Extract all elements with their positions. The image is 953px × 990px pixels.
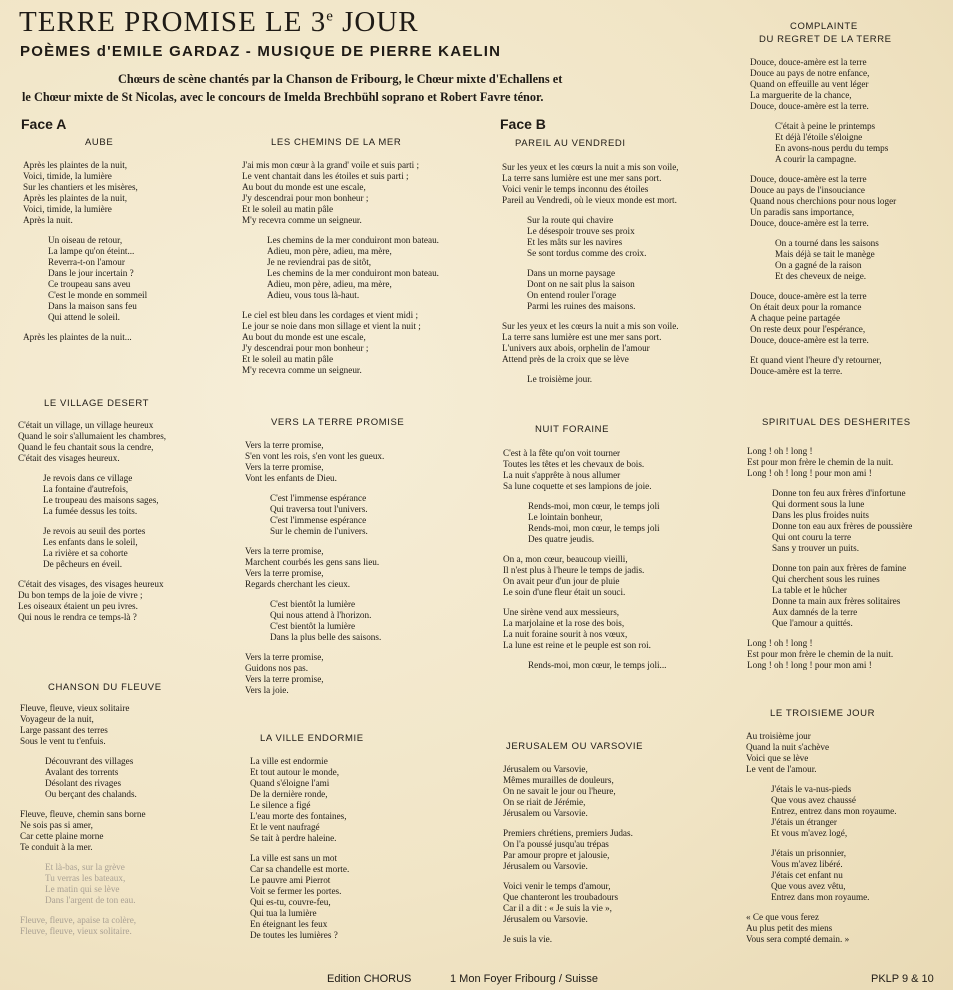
verse-line: C'était des visages heureux. — [18, 453, 120, 463]
stanza — [747, 446, 912, 479]
verse-line: Douce, douce-amère est la terre — [750, 57, 867, 67]
verse-line: Dans le jour incertain ? — [48, 268, 134, 278]
verse-line: La lampe qu'on éteint... — [48, 246, 135, 256]
verse-line: C'était à peine le printemps — [775, 121, 876, 131]
verse-line: Vers la terre promise, — [245, 568, 324, 578]
verse-line: Quand on effeuille au vent léger — [750, 79, 869, 89]
verse-line: Donne ta main aux frères solitaires — [772, 596, 901, 606]
verse-line: Dans la maison sans feu — [48, 301, 137, 311]
verse-line: Je revois dans ce village — [43, 473, 133, 483]
verse-line: Le matin qui se lève — [45, 884, 120, 894]
verse-line: Vont les enfants de Dieu. — [245, 473, 337, 483]
verse-line: Adieu, vous tous là-haut. — [267, 290, 360, 300]
verse-line: On a, mon cœur, beaucoup vieilli, — [503, 554, 628, 564]
verse-line: La nuit s'apprête à nous allumer — [503, 470, 621, 480]
verse-line: De la dernière ronde, — [250, 789, 328, 799]
stanza — [747, 563, 912, 629]
verse-line: Fleuve, fleuve, chemin sans borne — [20, 809, 146, 819]
verse-line: On avait peur d'un jour de pluie — [503, 576, 620, 586]
poem-nuit-foraine — [503, 448, 666, 671]
verse-line: Est pour mon frère le chemin de la nuit. — [747, 457, 894, 467]
verse-line: Jérusalem ou Varsovie. — [503, 808, 588, 818]
verse-line: Sa lune coquette et ses lampions de joie. — [503, 481, 652, 491]
verse-line: Long ! oh ! long ! pour mon ami ! — [747, 468, 872, 478]
verse-line: L'eau morte des fontaines, — [250, 811, 347, 821]
stanza — [503, 764, 633, 819]
verse-line: Voit se fermer les portes. — [250, 886, 342, 896]
stanza — [750, 291, 896, 346]
verse-line: Au troisième jour — [746, 731, 811, 741]
verse-line: On a tourné dans les saisons — [775, 238, 879, 248]
stanza — [250, 756, 349, 844]
verse-line: Le troupeau des maisons sages, — [43, 495, 159, 505]
verse-line: Reverra-t-on l'amour — [48, 257, 125, 267]
verse-line: Quand nous cherchions pour nous loger — [750, 196, 897, 206]
poem-title-village-desert: LE VILLAGE DESERT — [44, 398, 150, 409]
stanza — [245, 493, 384, 537]
verse-line: J'y descendrai pour mon bonheur ; — [242, 193, 369, 203]
verse-line: C'est à la fête qu'on voit tourner — [503, 448, 621, 458]
verse-line: Ce troupeau sans aveu — [48, 279, 131, 289]
verse-line: Sur les yeux et les cœurs la nuit a mis son voile, — [502, 162, 679, 172]
verse-line: Douce, douce-amère est la terre. — [750, 218, 869, 228]
stanza — [245, 599, 384, 643]
verse-line: Après les plaintes de la nuit... — [23, 332, 132, 342]
verse-line: Guidons nos pas. — [245, 663, 309, 673]
verse-line: C'est l'immense espérance — [270, 493, 367, 503]
verse-line: Vers la terre promise, — [245, 652, 324, 662]
stanza — [18, 579, 166, 623]
verse-line: Voyageur de la nuit, — [20, 714, 94, 724]
verse-line: Qui attend le soleil. — [48, 312, 120, 322]
poem-chemins-de-la-mer — [242, 160, 439, 376]
verse-line: Large passant des terres — [20, 725, 108, 735]
verse-line: Mêmes murailles de douleurs, — [503, 775, 614, 785]
stanza — [502, 162, 679, 206]
stanza — [746, 784, 897, 839]
stanza — [503, 607, 666, 651]
verse-line: Se sont tordus comme des croix. — [527, 248, 647, 258]
verse-line: Je suis la vie. — [503, 934, 552, 944]
stanza — [23, 160, 147, 226]
poem-complainte-du-regret — [750, 57, 896, 377]
verse-line: Le vent de l'amour. — [746, 764, 817, 774]
verse-line: Les enfants dans le soleil, — [43, 537, 138, 547]
verse-line: Vers la terre promise, — [245, 674, 324, 684]
stanza — [245, 546, 384, 590]
stanza — [245, 440, 384, 484]
verse-line: Douce au pays de l'insouciance — [750, 185, 865, 195]
verse-line: La table et le hûcher — [772, 585, 847, 595]
verse-line: Douce, douce-amère est la terre — [750, 174, 867, 184]
verse-line: Douce, douce-amère est la terre — [750, 291, 867, 301]
verse-line: C'était un village, un village heureux — [18, 420, 154, 430]
face-b-label: Face B — [500, 116, 546, 132]
verse-line: Désolant des rivages — [45, 778, 122, 788]
verse-line: Après la nuit. — [23, 215, 73, 225]
verse-line: Long ! oh ! long ! — [747, 446, 813, 456]
poem-title-complainte-1: COMPLAINTE — [790, 21, 858, 32]
footer-address: 1 Mon Foyer Fribourg / Suisse — [450, 973, 598, 985]
verse-line: De toutes les lumières ? — [250, 930, 338, 940]
verse-line: Que vous avez vêtu, — [771, 881, 846, 891]
poem-village-desert — [18, 420, 166, 623]
verse-line: Avalant des torrents — [45, 767, 119, 777]
verse-line: Marchent courbés les gens sans lieu. — [245, 557, 380, 567]
poem-title-ville-endormie: LA VILLE ENDORMIE — [260, 733, 364, 744]
poem-chanson-du-fleuve — [20, 703, 146, 937]
intro-line-2: le Chœur mixte de St Nicolas, avec le concours de Imelda Brechbühl soprano et Robert Favre ténor. — [22, 90, 544, 104]
verse-line: En avons-nous perdu du temps — [775, 143, 889, 153]
verse-line: Je revois au seuil des portes — [43, 526, 146, 536]
album-title: TERRE PROMISE LE 3e JOUR — [19, 6, 419, 38]
stanza — [502, 321, 679, 365]
verse-line: Douce, douce-amère est la terre. — [750, 101, 869, 111]
verse-line: Que chanteront les troubadours — [503, 892, 619, 902]
verse-line: Parmi les ruines des maisons. — [527, 301, 636, 311]
verse-line: En éteignant les feux — [250, 919, 328, 929]
verse-line: Douce au pays de notre enfance, — [750, 68, 870, 78]
verse-line: Qui traversa tout l'univers. — [270, 504, 368, 514]
stanza — [20, 862, 146, 906]
verse-line: La terre sans lumière est une mer sans port. — [502, 332, 662, 342]
verse-line: Regards cherchant les cieux. — [245, 579, 351, 589]
verse-line: C'était des visages, des visages heureux — [18, 579, 164, 589]
verse-line: Car cette plaine morne — [20, 831, 104, 841]
poem-title-aube: AUBE — [85, 137, 114, 148]
verse-line: Et des cheveux de neige. — [775, 271, 867, 281]
verse-line: Donne ton feu aux frères d'infortune — [772, 488, 906, 498]
stanza — [20, 809, 146, 853]
poem-pareil-au-vendredi — [502, 162, 679, 385]
stanza — [503, 881, 633, 925]
verse-line: Que vous avez chaussé — [771, 795, 856, 805]
stanza — [502, 268, 679, 312]
stanza — [250, 853, 349, 941]
verse-line: Le désespoir trouve ses proix — [527, 226, 635, 236]
verse-line: Sous le vent tu t'enfuis. — [20, 736, 106, 746]
verse-line: Et vous m'avez logé, — [771, 828, 848, 838]
verse-line: Le jour se noie dans mon sillage et vient la nuit ; — [242, 321, 421, 331]
verse-line: Mais déjà se tait le manège — [775, 249, 875, 259]
verse-line: La fumée dessus les toits. — [43, 506, 138, 516]
verse-line: Et tout autour le monde, — [250, 767, 340, 777]
verse-line: Premiers chrétiens, premiers Judas. — [503, 828, 633, 838]
verse-line: Car sa chandelle est morte. — [250, 864, 350, 874]
verse-line: C'est le monde en sommeil — [48, 290, 148, 300]
verse-line: A chaque peine partagée — [750, 313, 841, 323]
verse-line: Je ne reviendrai pas de sitôt, — [267, 257, 372, 267]
verse-line: Attend près de la croix que se lève — [502, 354, 629, 364]
verse-line: On entend rouler l'orage — [527, 290, 617, 300]
verse-line: Douce, douce-amère est la terre. — [750, 335, 869, 345]
verse-line: Long ! oh ! long ! pour mon ami ! — [747, 660, 872, 670]
verse-line: La ville est endormie — [250, 756, 328, 766]
verse-line: La rivière et sa cohorte — [43, 548, 128, 558]
verse-line: Un paradis sans importance, — [750, 207, 855, 217]
verse-line: Le soin d'une fleur était un souci. — [503, 587, 626, 597]
verse-line: Donne ton pain aux frères de famine — [772, 563, 907, 573]
verse-line: J'étais un étranger — [771, 817, 837, 827]
stanza — [502, 374, 679, 385]
verse-line: Les chemins de la mer conduiront mon bateau. — [267, 268, 439, 278]
verse-line: Et quand vient l'heure d'y retourner, — [750, 355, 882, 365]
stanza — [503, 660, 666, 671]
verse-line: Sur les yeux et les cœurs la nuit a mis son voile. — [502, 321, 679, 331]
verse-line: Sur la route qui chavire — [527, 215, 614, 225]
verse-line: Voici venir le temps inconnu des étoiles — [502, 184, 649, 194]
verse-line: La marjolaine et la rose des bois, — [503, 618, 625, 628]
stanza — [20, 703, 146, 747]
verse-line: Et là-bas, sur la grève — [45, 862, 125, 872]
verse-line: Donne ton eau aux frères de poussière — [772, 521, 913, 531]
verse-line: M'y recevra comme un seigneur. — [242, 215, 362, 225]
verse-line: Après les plaintes de la nuit, — [23, 193, 128, 203]
stanza — [750, 174, 896, 229]
verse-line: « Ce que vous ferez — [746, 912, 819, 922]
verse-line: La lune est reine et le peuple est son roi. — [503, 640, 651, 650]
verse-line: La marguerite de la chance, — [750, 90, 852, 100]
stanza — [20, 756, 146, 800]
stanza — [750, 238, 896, 282]
stanza — [18, 473, 166, 517]
stanza — [747, 638, 912, 671]
stanza — [503, 554, 666, 598]
poem-title-troisieme-jour: LE TROISIEME JOUR — [770, 708, 876, 719]
verse-line: Et le soleil au matin pâle — [242, 354, 334, 364]
poem-spiritual-des-desherites — [747, 446, 912, 671]
stanza — [502, 215, 679, 259]
verse-line: Et le vent naufragé — [250, 822, 320, 832]
verse-line: Le vent chantait dans les étoiles et suis parti ; — [242, 171, 409, 181]
stanza — [242, 235, 439, 301]
verse-line: Au plus petit des miens — [746, 923, 833, 933]
footer-edition: Edition CHORUS — [327, 973, 412, 985]
verse-line: Du bon temps de la joie de vivre ; — [18, 590, 143, 600]
verse-line: Vous sera compté demain. » — [746, 934, 850, 944]
verse-line: Qui ont couru la terre — [772, 532, 852, 542]
intro-line-1: Chœurs de scène chantés par la Chanson de Fribourg, le Chœur mixte d'Echallens et — [118, 72, 563, 86]
stanza — [750, 121, 896, 165]
stanza — [750, 355, 896, 377]
verse-line: Dans la plus belle des saisons. — [270, 632, 382, 642]
stanza — [18, 526, 166, 570]
verse-line: Fleuve, fleuve, vieux solitaire. — [20, 926, 132, 936]
verse-line: Les chemins de la mer conduiront mon bateau. — [267, 235, 439, 245]
verse-line: Dont on ne sait plus la saison — [527, 279, 635, 289]
verse-line: Quand le soir s'allumaient les chambres, — [18, 431, 167, 441]
verse-line: Jérusalem ou Varsovie. — [503, 861, 588, 871]
verse-line: Que l'amour a quittés. — [772, 618, 853, 628]
verse-line: Vers la terre promise, — [245, 440, 324, 450]
verse-line: Vers la terre promise, — [245, 546, 324, 556]
verse-line: Qui cherchent sous les ruines — [772, 574, 880, 584]
verse-line: La fontaine d'autrefois, — [43, 484, 129, 494]
verse-line: Les oiseaux étaient un peu ivres. — [18, 601, 138, 611]
verse-line: Qui dorment sous la lune — [772, 499, 865, 509]
verse-line: Entrez, entrez dans mon royaume. — [771, 806, 897, 816]
stanza — [746, 731, 897, 775]
verse-line: Une sirène vend aux messieurs, — [503, 607, 620, 617]
verse-line: Voici, timide, la lumière — [23, 171, 112, 181]
verse-line: L'univers aux abois, orphelin de l'amour — [502, 343, 650, 353]
verse-line: Sans y trouver un puits. — [772, 543, 860, 553]
verse-line: Le lointain bonheur, — [528, 512, 603, 522]
verse-line: On reste deux pour l'espérance, — [750, 324, 866, 334]
verse-line: Il n'est plus à l'heure le temps de jadis. — [503, 565, 645, 575]
verse-line: Adieu, mon père, adieu, ma mère, — [267, 246, 392, 256]
stanza — [503, 828, 633, 872]
verse-line: J'étais le va-nus-pieds — [771, 784, 852, 794]
stanza — [20, 915, 146, 937]
poem-title-jerusalem-ou-varsovie: JERUSALEM OU VARSOVIE — [506, 741, 644, 752]
verse-line: Rends-moi, mon cœur, le temps joli — [528, 523, 660, 533]
stanza — [750, 57, 896, 112]
verse-line: Le pauvre ami Pierrot — [250, 875, 331, 885]
verse-line: Toutes les têtes et les chevaux de bois. — [503, 459, 645, 469]
verse-line: Découvrant des villages — [45, 756, 134, 766]
poem-troisieme-jour — [746, 731, 897, 945]
verse-line: Long ! oh ! long ! — [747, 638, 813, 648]
verse-line: Rends-moi, mon cœur, le temps joli — [528, 501, 660, 511]
stanza — [503, 934, 633, 945]
verse-line: Par amour propre et jalousie, — [503, 850, 610, 860]
verse-line: Adieu, mon père, adieu, ma mère, — [267, 279, 392, 289]
stanza — [18, 420, 166, 464]
verse-line: Quand s'éloigne l'ami — [250, 778, 330, 788]
verse-line: J'y descendrai pour mon bonheur ; — [242, 343, 369, 353]
verse-line: Un oiseau de retour, — [48, 235, 123, 245]
poem-title-spiritual-des-desherites: SPIRITUAL DES DESHERITES — [762, 417, 911, 428]
verse-line: Vers la terre promise, — [245, 462, 324, 472]
poem-title-chemins-de-la-mer: LES CHEMINS DE LA MER — [271, 137, 402, 148]
verse-line: On a gagné de la raison — [775, 260, 862, 270]
verse-line: Fleuve, fleuve, vieux solitaire — [20, 703, 130, 713]
verse-line: Tu verras les bateaux, — [45, 873, 126, 883]
verse-line: Sur les chantiers et les misères, — [23, 182, 138, 192]
poem-ville-endormie — [250, 756, 349, 941]
verse-line: Qui es-tu, couvre-feu, — [250, 897, 331, 907]
poem-title-vers-la-terre-promise: VERS LA TERRE PROMISE — [271, 417, 405, 428]
verse-line: Pareil au Vendredi, où le vieux monde est mort. — [502, 195, 677, 205]
stanza — [242, 310, 439, 376]
face-a-label: Face A — [21, 116, 67, 132]
verse-line: M'y recevra comme un seigneur. — [242, 365, 362, 375]
poem-title-nuit-foraine: NUIT FORAINE — [535, 424, 610, 435]
verse-line: On l'a poussé jusqu'au trépas — [503, 839, 609, 849]
verse-line: Jérusalem ou Varsovie. — [503, 914, 588, 924]
stanza — [242, 160, 439, 226]
stanza — [747, 488, 912, 554]
poem-title-chanson-du-fleuve: CHANSON DU FLEUVE — [48, 682, 162, 693]
verse-line: Fleuve, fleuve, apaise ta colère, — [20, 915, 137, 925]
verse-line: Dans l'argent de ton eau. — [45, 895, 136, 905]
stanza — [746, 848, 897, 903]
poem-vers-la-terre-promise — [245, 440, 384, 696]
verse-line: Est pour mon frère le chemin de la nuit. — [747, 649, 894, 659]
verse-line: Qui nous attend à l'horizon. — [270, 610, 372, 620]
verse-line: J'ai mis mon cœur à la grand' voile et suis parti ; — [242, 160, 420, 170]
verse-line: Et les mâts sur les navires — [527, 237, 623, 247]
verse-line: Au bout du monde est une escale, — [242, 332, 366, 342]
verse-line: Te conduit à la mer. — [20, 842, 93, 852]
verse-line: La terre sans lumière est une mer sans port. — [502, 173, 662, 183]
verse-line: Ou berçant des chalands. — [45, 789, 137, 799]
verse-line: Entrez dans mon royaume. — [771, 892, 870, 902]
verse-line: On se riait de Jérémie, — [503, 797, 586, 807]
verse-line: Des quatre jeudis. — [528, 534, 595, 544]
verse-line: Rends-moi, mon cœur, le temps joli... — [528, 660, 667, 670]
verse-line: Se tait à perdre haleine. — [250, 833, 337, 843]
stanza — [23, 235, 147, 323]
verse-line: Qui tua la lumière — [250, 908, 317, 918]
verse-line: Jérusalem ou Varsovie, — [503, 764, 588, 774]
verse-line: Vers la joie. — [245, 685, 289, 695]
footer-catalog: PKLP 9 & 10 — [871, 973, 934, 985]
verse-line: Le silence a figé — [250, 800, 311, 810]
poem-title-pareil-au-vendredi: PAREIL AU VENDREDI — [515, 138, 626, 149]
verse-line: Car il a dit : « Je suis la vie », — [503, 903, 612, 913]
verse-line: La ville est sans un mot — [250, 853, 338, 863]
poem-jerusalem-ou-varsovie — [503, 764, 633, 945]
verse-line: Vous m'avez libéré. — [771, 859, 843, 869]
verse-line: On était deux pour la romance — [750, 302, 862, 312]
verse-line: Voici, timide, la lumière — [23, 204, 112, 214]
verse-line: Ne sois pas si amer, — [20, 820, 93, 830]
verse-line: Et le soleil au matin pâle — [242, 204, 334, 214]
verse-line: C'est bientôt la lumière — [270, 621, 356, 631]
verse-line: Au bout du monde est une escale, — [242, 182, 366, 192]
stanza — [245, 652, 384, 696]
verse-line: Voici venir le temps d'amour, — [503, 881, 611, 891]
verse-line: S'en vont les rois, s'en vont les gueux. — [245, 451, 385, 461]
verse-line: Aux damnés de la terre — [772, 607, 858, 617]
verse-line: De pêcheurs en éveil. — [43, 559, 123, 569]
verse-line: Douce-amère est la terre. — [750, 366, 843, 376]
verse-line: Voici que se lève — [746, 753, 809, 763]
verse-line: Quand la nuit s'achève — [746, 742, 830, 752]
verse-line: On ne savait le jour ou l'heure, — [503, 786, 616, 796]
stanza — [503, 501, 666, 545]
verse-line: Et déjà l'étoile s'éloigne — [775, 132, 863, 142]
stanza — [23, 332, 147, 343]
stanza — [746, 912, 897, 945]
verse-line: Le ciel est bleu dans les cordages et vient midi ; — [242, 310, 419, 320]
verse-line: Dans un morne paysage — [527, 268, 616, 278]
verse-line: J'étais cet enfant nu — [771, 870, 843, 880]
verse-line: A courir la campagne. — [775, 154, 857, 164]
verse-line: C'est l'immense espérance — [270, 515, 367, 525]
verse-line: Le troisième jour. — [527, 374, 593, 384]
verse-line: La nuit foraine sourit à nos vœux, — [503, 629, 628, 639]
verse-line: Après les plaintes de la nuit, — [23, 160, 128, 170]
verse-line: J'étais un prisonnier, — [771, 848, 847, 858]
verse-line: Dans les plus froides nuits — [772, 510, 869, 520]
verse-line: Sur le chemin de l'univers. — [270, 526, 368, 536]
verse-line: C'est bientôt la lumière — [270, 599, 356, 609]
album-subtitle: POÈMES d'EMILE GARDAZ - MUSIQUE DE PIERRE KAELIN — [20, 43, 502, 60]
stanza — [503, 448, 666, 492]
verse-line: Quand le feu chantait sous la cendre, — [18, 442, 154, 452]
poem-aube — [23, 160, 147, 343]
verse-line: Qui nous le rendra ce temps-là ? — [18, 612, 137, 622]
poem-title-complainte-2: DU REGRET DE LA TERRE — [759, 34, 892, 45]
